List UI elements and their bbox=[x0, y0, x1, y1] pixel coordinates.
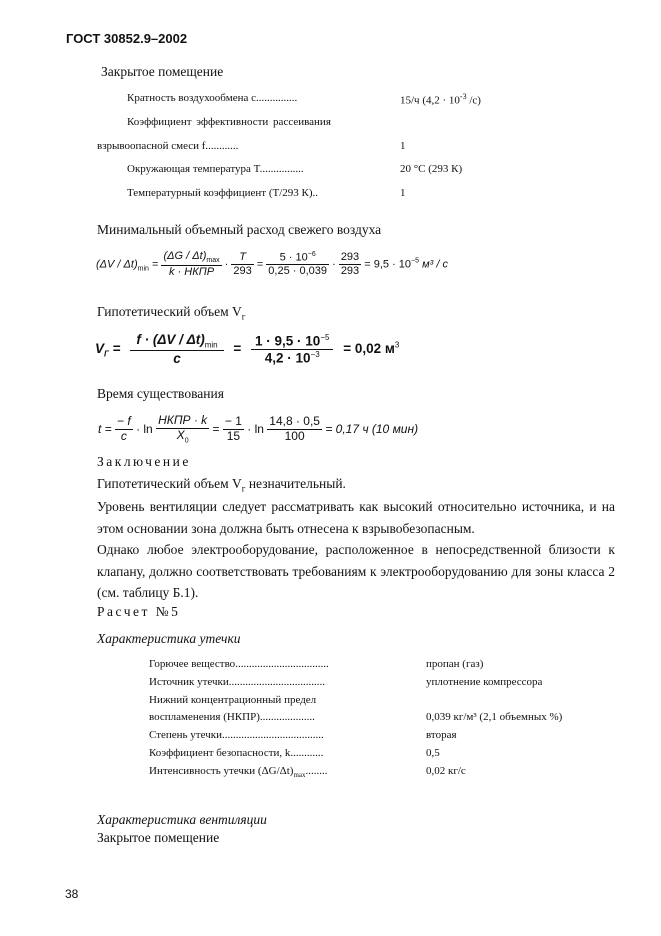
denominator: k · НКПР bbox=[169, 266, 215, 279]
fraction-numeric bbox=[251, 333, 333, 366]
row-label: Интенсивность утечки (ΔG/Δt) bbox=[149, 765, 294, 777]
fraction-f-over-c bbox=[115, 415, 133, 444]
leak-row-source-value: уплотнение компрессора bbox=[426, 676, 543, 688]
leak-row-grade-value: вторая bbox=[426, 729, 457, 741]
fraction-numeric-argument bbox=[267, 415, 322, 444]
formula-existence-time bbox=[98, 414, 418, 445]
param-air-exchange-rate-value bbox=[400, 92, 481, 107]
conclusion-paragraph-2: Однако любое электрооборудование, расположенное в непосредственной близости к клапану, должно соответствовать требованиям к электрооборудованию для зоны класса 2 (см. таблицу Б.1). bbox=[97, 542, 615, 600]
param-label: Температурный коэффициент (T/293 К) bbox=[127, 187, 313, 199]
denominator-exponent: −3 bbox=[310, 349, 320, 359]
param-air-exchange-rate bbox=[127, 92, 297, 104]
numerator: T bbox=[231, 251, 253, 265]
text: Гипотетический объем V bbox=[97, 476, 242, 491]
param-ambient-temperature-value: 20 °С (293 К) bbox=[400, 163, 463, 175]
numerator-subscript: max bbox=[206, 257, 220, 265]
param-label: Кратность воздухообмена c bbox=[127, 92, 257, 104]
leak-row-lel-value: 0,039 кг/м³ (2,1 объемных %) bbox=[426, 711, 563, 723]
leader-dots: .................... bbox=[259, 711, 315, 723]
numerator-subscript: min bbox=[204, 340, 218, 350]
param-dispersion-coefficient-value: 1 bbox=[400, 140, 406, 152]
formula-lhs: t = bbox=[98, 421, 112, 436]
param-value-tail: /с) bbox=[466, 94, 481, 107]
formula-min-air-flow: $(\Delta V / \Delta t)_{min}$ = $\frac{(\Delta G / \Delta t)_{max}}{\text{k · НКПР}}$ · $\frac{T}{293}$ = $\frac{5 \cdot 10^{-6}}{0,25 \cdot 0,039}$ · $\frac{293}{293}$ = $9,5 \cdot 10^{-5}$ м³ / с bbox=[96, 250, 448, 279]
heading-conclusion: Заключение bbox=[97, 454, 191, 469]
leader-dots: ..................................... bbox=[221, 729, 324, 741]
page-number: 38 bbox=[65, 887, 79, 901]
conclusion-line1 bbox=[97, 476, 346, 494]
numerator-exponent: −5 bbox=[320, 332, 330, 342]
numerator-exponent: −6 bbox=[307, 250, 316, 258]
leak-row-intensity-value: 0,02 кг/с bbox=[426, 765, 466, 777]
formula-lhs: V bbox=[95, 340, 105, 356]
heading-text: Гипотетический объем V bbox=[97, 304, 242, 319]
fraction-temperature-values bbox=[339, 251, 361, 277]
denominator-subscript: 0 bbox=[184, 437, 189, 445]
document-standard-header: ГОСТ 30852.9–2002 bbox=[66, 31, 188, 46]
heading-min-air-flow: Минимальный объемный расход свежего воздуха bbox=[97, 222, 382, 237]
numerator: f · (ΔV / Δt) bbox=[136, 332, 205, 347]
ln-operator: · ln bbox=[247, 421, 264, 436]
section-title-closed-room: Закрытое помещение bbox=[101, 64, 224, 79]
formula-result: = 9,5 · 10 bbox=[364, 258, 412, 271]
heading-existence-time: Время существования bbox=[97, 386, 224, 401]
fraction-leak-over-lel bbox=[161, 250, 221, 279]
param-temperature-coefficient bbox=[127, 187, 318, 199]
row-label: Источник утечки bbox=[149, 676, 229, 688]
param-value-exponent: -3 bbox=[459, 92, 467, 101]
leak-row-grade bbox=[149, 729, 324, 741]
text-tail: незначительный. bbox=[245, 476, 346, 491]
row-label: воспламенения (НКПР) bbox=[149, 711, 260, 723]
leak-row-source bbox=[149, 676, 325, 688]
formula-lhs-subscript: min bbox=[137, 265, 149, 273]
leader-dots: ................ bbox=[259, 163, 304, 175]
denominator: c bbox=[173, 350, 181, 366]
denominator: 100 bbox=[284, 429, 305, 444]
param-dispersion-coefficient-line2 bbox=[97, 140, 238, 152]
leader-dots: ........ bbox=[305, 765, 328, 777]
denominator: 4,2 · 10 bbox=[264, 350, 311, 366]
formula-result-exponent: 3 bbox=[394, 340, 400, 350]
denominator: 15 bbox=[226, 429, 241, 444]
denominator: 293 bbox=[233, 264, 252, 277]
param-dispersion-coefficient-line1: Коэффициент эффективности рассеивания bbox=[127, 116, 331, 128]
leader-dots: ............ bbox=[290, 747, 324, 759]
formula-result: = 0,02 м bbox=[343, 340, 395, 356]
numerator: (ΔG / Δt) bbox=[163, 250, 207, 262]
formula-result: = 0,17 ч (10 мин) bbox=[325, 421, 419, 436]
ln-operator: · ln bbox=[136, 421, 153, 436]
fraction-lel-k-over-x0 bbox=[156, 414, 209, 445]
row-label: Коэффициент безопасности, k bbox=[149, 747, 291, 759]
leader-dots: ............... bbox=[256, 92, 298, 104]
param-value: 15/ч (4,2 · 10 bbox=[400, 94, 460, 107]
formula-lhs: (ΔV / Δt) bbox=[96, 258, 138, 271]
leader-dots: .. bbox=[312, 187, 319, 199]
denominator: X bbox=[176, 427, 185, 442]
formula-hypothetical-volume: $V_Г$ = $\frac{f \cdot (\Delta V / \Delta t)_{min}}{c}$ = $\frac{1 \cdot 9,5 \cdot 10^{-5}}{4,2 \cdot 10^{-3}}$ = 0,02 $м^3$ bbox=[95, 332, 400, 366]
leak-row-safety-factor-value: 0,5 bbox=[426, 747, 440, 759]
leak-row-intensity bbox=[149, 765, 328, 779]
leak-row-substance bbox=[149, 658, 329, 670]
leak-row-safety-factor bbox=[149, 747, 323, 759]
leader-dots: .................................. bbox=[235, 658, 329, 670]
row-label: Степень утечки bbox=[149, 729, 222, 741]
numerator: 5 · 10 bbox=[279, 251, 308, 264]
equals-sign: = bbox=[212, 421, 220, 436]
heading-hypothetical-volume bbox=[97, 304, 245, 322]
row-label-subscript: max bbox=[293, 771, 306, 780]
row-label: Горючее вещество bbox=[149, 658, 236, 670]
fraction-symbolic bbox=[130, 332, 223, 366]
subscript: г bbox=[241, 483, 246, 494]
param-label: взрывоопасной смеси f bbox=[97, 140, 206, 152]
leak-row-lel-line1: Нижний концентрационный предел bbox=[149, 694, 317, 706]
ventilation-closed-room: Закрытое помещение bbox=[97, 830, 220, 845]
heading-calculation-5: Расчет №5 bbox=[97, 604, 181, 619]
heading-ventilation-characteristics: Характеристика вентиляции bbox=[97, 812, 267, 827]
numerator: − 1 bbox=[224, 414, 242, 429]
numerator: 14,8 · 0,5 bbox=[269, 414, 320, 429]
denominator: c bbox=[120, 429, 127, 444]
fraction-substituted-values bbox=[266, 251, 329, 278]
leak-row-lel bbox=[149, 711, 315, 723]
param-ambient-temperature bbox=[127, 163, 304, 175]
denominator: 0,25 · 0,039 bbox=[268, 265, 328, 278]
heading-leak-characteristics: Характеристика утечки bbox=[97, 631, 241, 646]
numerator: НКПР · k bbox=[158, 413, 208, 427]
fraction-temperature bbox=[231, 251, 253, 277]
heading-subscript: г bbox=[241, 311, 246, 322]
param-label: Окружающая температура T bbox=[127, 163, 260, 175]
formula-result-exponent: −5 bbox=[411, 257, 420, 265]
leader-dots: ............ bbox=[205, 140, 239, 152]
numerator: 1 · 9,5 · 10 bbox=[255, 333, 321, 349]
fraction-numeric-coefficient bbox=[223, 415, 244, 444]
numerator: − f bbox=[117, 414, 131, 429]
formula-result-unit: м³ / с bbox=[422, 258, 448, 271]
conclusion-paragraph-1: Уровень вентиляции следует рассматривать как высокий относительно источника, и на этом основании зона должна быть отнесена к взрывобезопасным. bbox=[97, 499, 615, 536]
numerator: 293 bbox=[340, 251, 360, 264]
param-temperature-coefficient-value: 1 bbox=[400, 187, 406, 199]
denominator: 293 bbox=[340, 264, 360, 277]
formula-lhs-subscript: Г bbox=[104, 349, 109, 359]
leak-row-substance-value: пропан (газ) bbox=[426, 658, 484, 670]
leader-dots: ................................... bbox=[228, 676, 326, 688]
